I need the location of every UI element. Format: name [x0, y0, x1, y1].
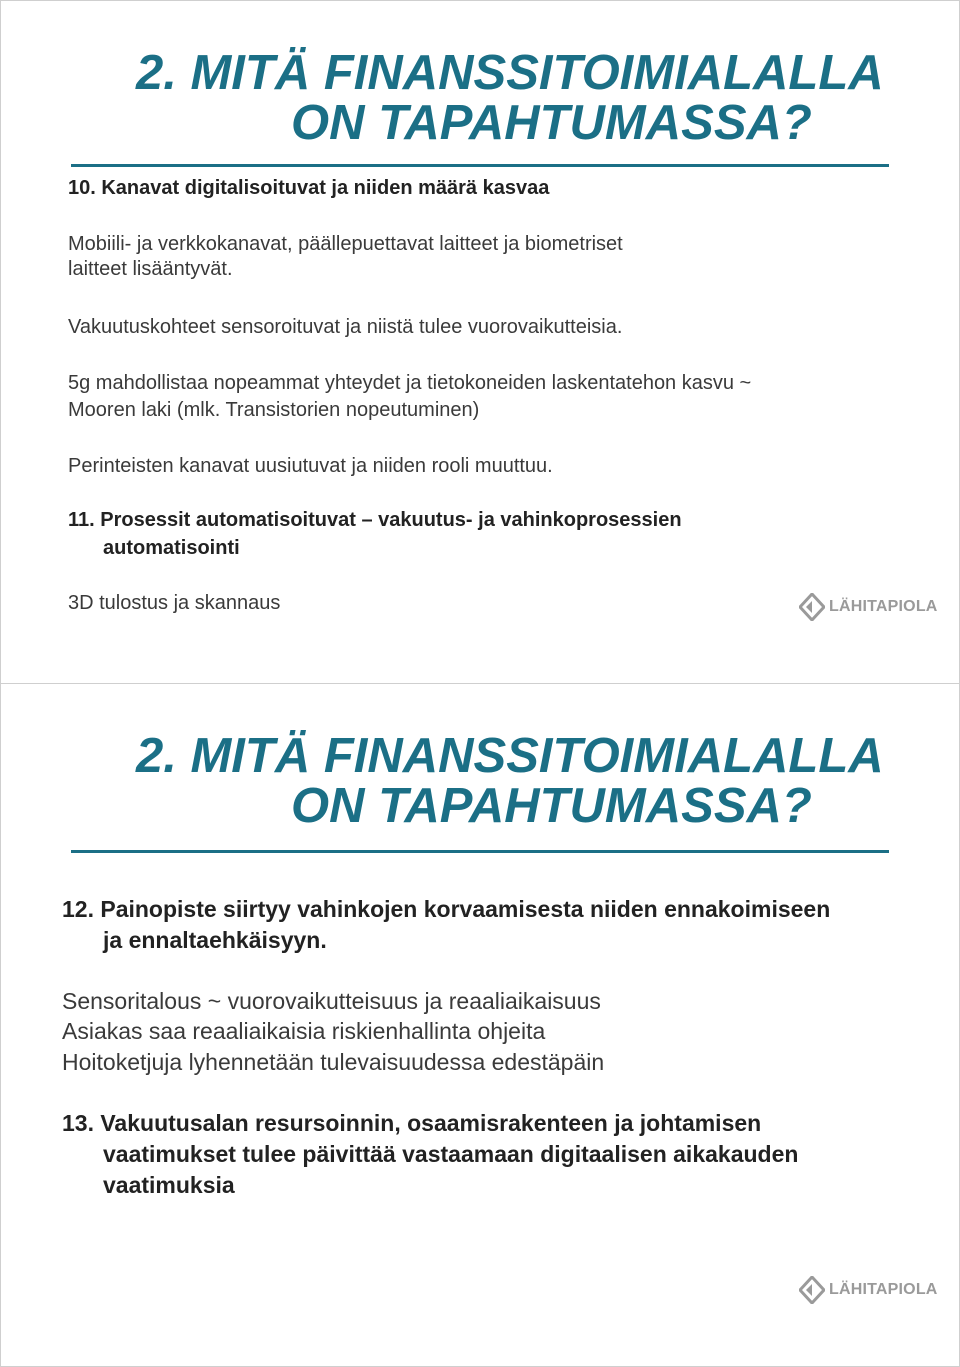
heading-13-line-3: vaatimuksia	[103, 1172, 235, 1198]
heading-10: 10. Kanavat digitalisoituvat ja niiden määrä kasvaa	[68, 177, 550, 199]
logo-text: LÄHITAPIOLA	[829, 1281, 938, 1298]
logo-text: LÄHITAPIOLA	[829, 598, 938, 615]
heading-12-line-1: 12. Painopiste siirtyy vahinkojen korvaamisesta niiden ennakoimiseen	[62, 896, 831, 922]
lahitapiola-logo-icon	[799, 1276, 825, 1304]
slide-title	[1, 684, 959, 834]
title-line-2: ON TAPAHTUMASSA?	[291, 96, 812, 150]
paragraph-3-line-2: Mooren laki (mlk. Transistorien nopeutuminen)	[68, 399, 480, 421]
heading-12-line-2: ja ennaltaehkäisyyn.	[103, 927, 327, 953]
paragraph-3-line-1: 5g mahdollistaa nopeammat yhteydet ja tietokoneiden laskentatehon kasvu ~	[68, 372, 752, 394]
heading-11-line-2: automatisointi	[103, 537, 240, 559]
title-line-1: 2. MITÄ FINANSSITOIMIALALLA	[136, 46, 884, 100]
lahitapiola-logo	[799, 593, 938, 621]
paragraph-4: Perinteisten kanavat uusiutuvat ja niiden rooli muuttuu.	[68, 455, 553, 477]
paragraph-2: Vakuutuskohteet sensoroituvat ja niistä tulee vuorovaikutteisia.	[68, 316, 623, 338]
title-divider	[71, 850, 889, 853]
lahitapiola-logo	[799, 1276, 938, 1304]
paragraph-1: Sensoritalous ~ vuorovaikutteisuus ja reaaliaikaisuus	[62, 988, 601, 1014]
slide-title	[1, 1, 959, 151]
heading-11-line-1: 11. Prosessit automatisoituvat – vakuutus- ja vahinkoprosessien	[68, 509, 682, 531]
title-line-1: 2. MITÄ FINANSSITOIMIALALLA	[136, 729, 884, 783]
title-line-2: ON TAPAHTUMASSA?	[291, 779, 812, 833]
paragraph-1-line-1: Mobiili- ja verkkokanavat, päällepuettavat laitteet ja biometriset	[68, 233, 623, 255]
heading-13-line-1: 13. Vakuutusalan resursoinnin, osaamisrakenteen ja johtamisen	[62, 1110, 762, 1136]
paragraph-2: Asiakas saa reaaliaikaisia riskienhallinta ohjeita	[62, 1018, 546, 1044]
paragraph-1-line-2: laitteet lisääntyvät.	[68, 258, 233, 280]
paragraph-3: Hoitoketjuja lyhennetään tulevaisuudessa edestäpäin	[62, 1049, 605, 1075]
paragraph-5: 3D tulostus ja skannaus	[68, 592, 281, 614]
heading-13-line-2: vaatimukset tulee päivittää vastaamaan digitaalisen aikakauden	[103, 1141, 799, 1167]
title-divider	[71, 164, 889, 167]
lahitapiola-logo-icon	[799, 593, 825, 621]
slide-2	[0, 683, 960, 1367]
